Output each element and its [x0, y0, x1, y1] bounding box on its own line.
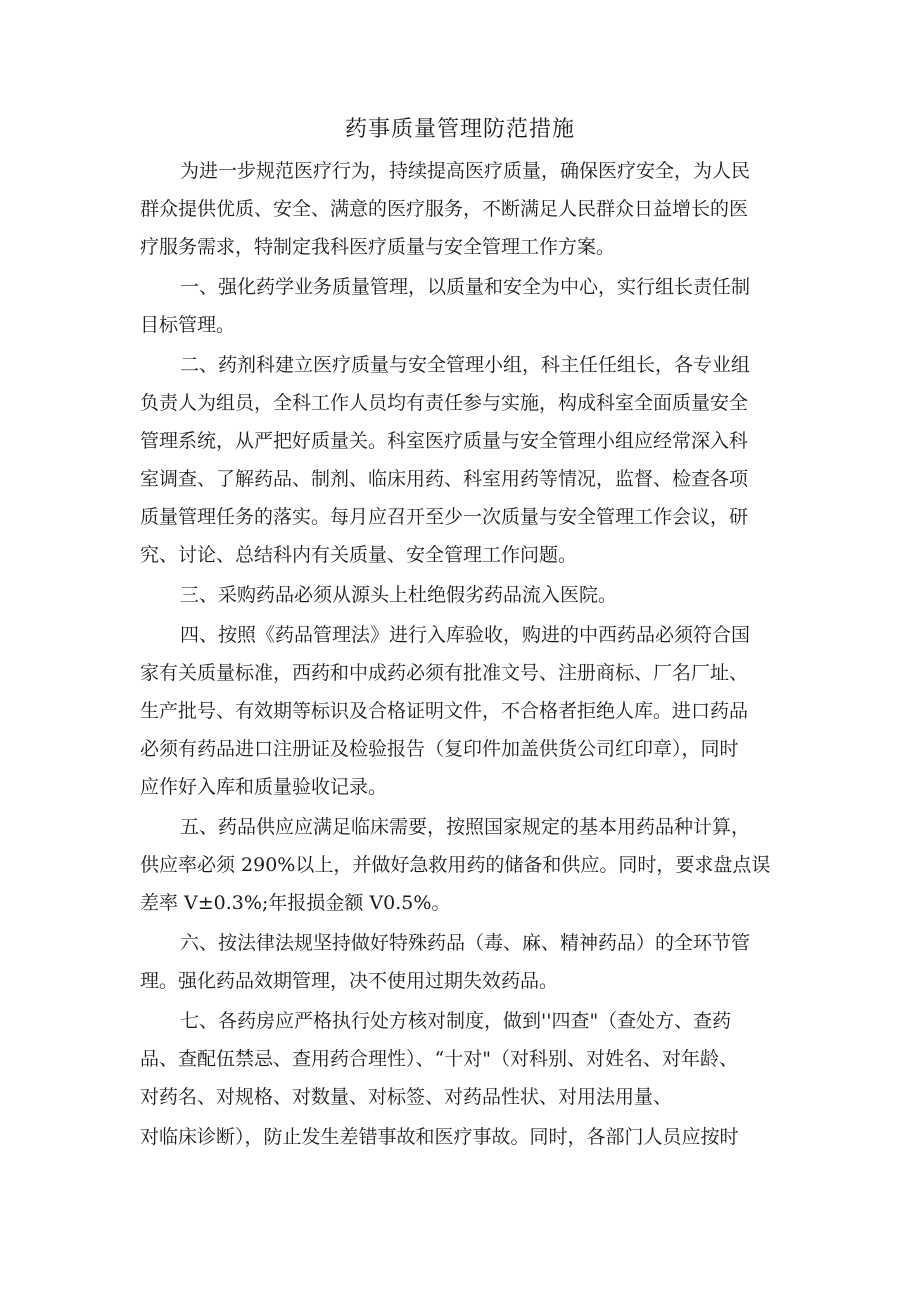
text-line: 应作好入库和质量验收记录。: [140, 776, 388, 798]
text-line: 为进一步规范医疗行为，持续提高医疗质量，确保医疗安全，为人民: [180, 160, 751, 182]
text-line: 必须有药品进口注册证及检验报告（复印件加盖供货公司红印章），同时: [140, 738, 739, 760]
text-line: 六、按法律法规坚持做好特殊药品（毒、麻、精神药品）的全环节管: [180, 932, 751, 954]
text-line: 对药名、对规格、对数量、对标签、对药品性状、对用法用量、: [140, 1086, 673, 1108]
text-line: 质量管理任务的落实。每月应召开至少一次质量与安全管理工作会议，研: [140, 506, 749, 528]
text-line: 三、采购药品必须从源头上杜绝假劣药品流入医院。: [180, 584, 618, 606]
text-line: 品、查配伍禁忌、查用药合理性）、“十对"（对科别、对姓名、对年龄、: [140, 1048, 738, 1070]
text-line: 生产批号、有效期等标识及合格证明文件，不合格者拒绝人库。进口药品: [140, 700, 749, 722]
text-line: 一、强化药学业务质量管理，以质量和安全为中心，实行组长责任制: [180, 276, 751, 298]
text-line: 室调查、了解药品、制剂、临床用药、科室用药等情况，监督、检查各项: [140, 468, 749, 490]
text-line: 群众提供优质、安全、满意的医疗服务，不断满足人民群众日益增长的医: [140, 198, 749, 220]
text-line: 供应率必须 290%以上，并做好急救用药的储备和供应。同时，要求盘点误: [140, 854, 771, 876]
text-line: 对临床诊断），防止发生差错事故和医疗事故。同时，各部门人员应按时: [140, 1126, 739, 1148]
text-line: 究、讨论、总结科内有关质量、安全管理工作问题。: [140, 544, 578, 566]
text-line: 差率 V±0.3%;年报损金额 V0.5%。: [140, 892, 451, 914]
text-line: 二、药剂科建立医疗质量与安全管理小组，科主任任组长，各专业组: [180, 354, 751, 376]
text-line: 家有关质量标准，西药和中成药必须有批准文号、注册商标、厂名厂址、: [140, 662, 749, 684]
text-line: 七、各药房应严格执行处方核对制度，做到''四查"（查处方、查药: [180, 1010, 732, 1032]
text-line: 理。强化药品效期管理，决不使用过期失效药品。: [140, 970, 559, 992]
text-line: 目标管理。: [140, 314, 236, 336]
text-line: 负责人为组员，全科工作人员均有责任参与实施，构成科室全面质量安全: [140, 392, 749, 414]
document-title: 药事质量管理防范措施: [344, 117, 575, 142]
text-line: 五、药品供应应满足临床需要，按照国家规定的基本用药品种计算，: [180, 816, 751, 838]
text-line: 四、按照《药品管理法》进行入库验收，购进的中西药品必须符合国: [180, 624, 751, 646]
text-line: 疗服务需求，特制定我科医疗质量与安全管理工作方案。: [140, 236, 616, 258]
text-line: 管理系统，从严把好质量关。科室医疗质量与安全管理小组应经常深入科: [140, 430, 749, 452]
